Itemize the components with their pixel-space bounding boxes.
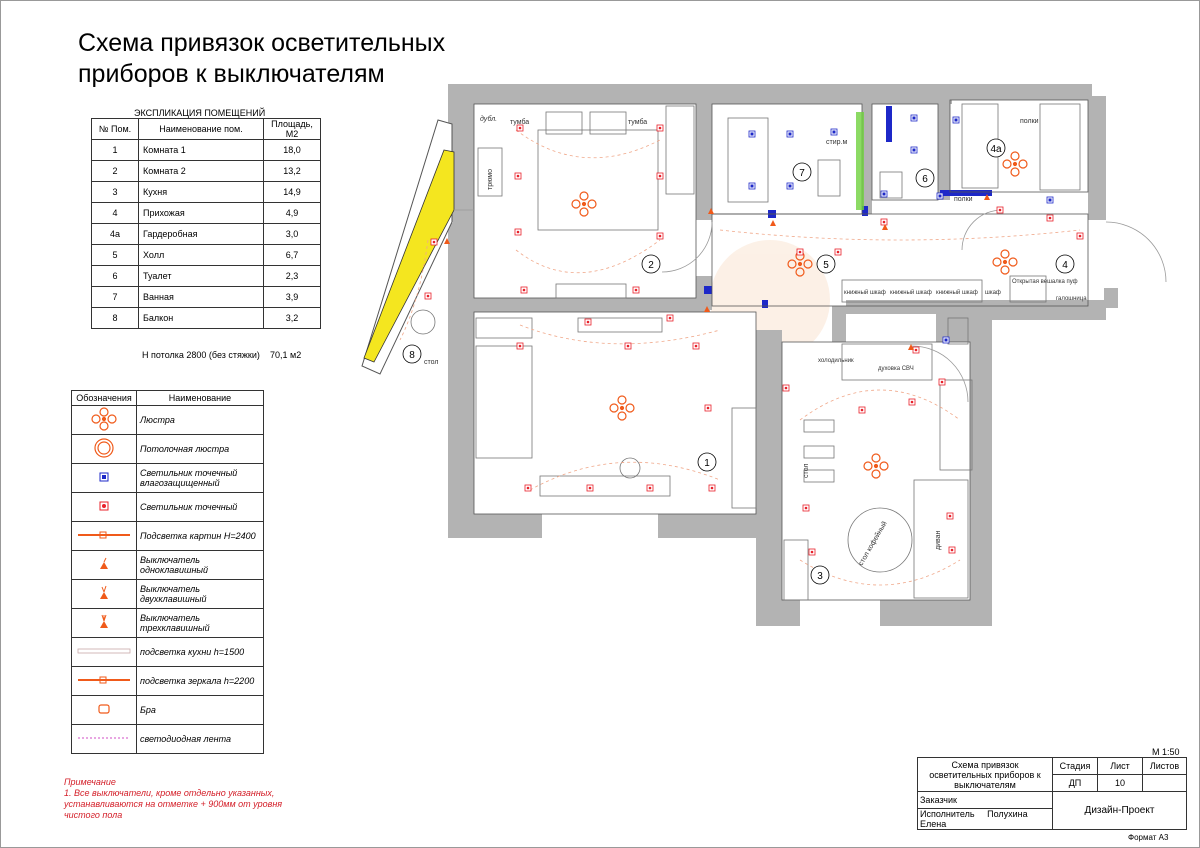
stamp-executor-label: Исполнитель: [920, 809, 975, 819]
legend-row: [72, 493, 264, 522]
spotlight-icon: [881, 219, 887, 225]
spotlight-icon: [709, 485, 715, 491]
spotlight-icon: [657, 233, 663, 239]
legend-name: Выключатель одноклавишный: [137, 551, 264, 580]
waterproof-spotlight-icon: [943, 337, 949, 343]
explication-name: Туалет: [139, 266, 264, 287]
label-stir: стир.м: [826, 139, 848, 146]
legend-name: Бра: [137, 696, 264, 725]
stamp-executor: Полухина Елена: [920, 809, 1028, 829]
floor-plan: [340, 80, 1200, 640]
legend-name: Потолочная люстра: [137, 435, 264, 464]
legend-name: светодиодная лента: [137, 725, 264, 754]
room-number: 1: [704, 458, 710, 469]
chandelier-icon: [993, 250, 1017, 274]
stamp-sheets-label: Листов: [1143, 758, 1187, 775]
label-dukhovka: духовка СВЧ: [878, 366, 914, 372]
stamp-sheets: [1143, 775, 1187, 792]
spotlight-icon: [657, 173, 663, 179]
stamp-customer-label: Заказчик: [918, 792, 1053, 809]
spotlight-icon: [521, 287, 527, 293]
legend-name: Светильник точечный: [137, 493, 264, 522]
spotlight-icon: [667, 315, 673, 321]
spotlight-icon: [949, 547, 955, 553]
green-partition: [856, 112, 864, 210]
scale: М 1:50: [1152, 747, 1180, 757]
explication-name: Ванная: [139, 287, 264, 308]
explication-num: 7: [92, 287, 139, 308]
spotlight-icon: [809, 549, 815, 555]
explication-row: [92, 224, 321, 245]
waterproof-spotlight-icon: [749, 131, 755, 137]
explication-row: [92, 287, 321, 308]
explication-title: ЭКСПЛИКАЦИЯ ПОМЕЩЕНИЙ: [134, 108, 266, 118]
label-galoshnitsa: галошница: [1056, 296, 1087, 302]
legend-row: [72, 725, 264, 754]
switch-1-icon: [72, 551, 137, 580]
stamp-sheet-label: Лист: [1098, 758, 1143, 775]
stamp-executor-row: [918, 809, 1053, 830]
spotlight-icon: [431, 239, 437, 245]
spotlight-icon: [997, 207, 1003, 213]
label-shkaf: шкаф: [985, 290, 1001, 296]
waterproof-spotlight-icon: [749, 183, 755, 189]
spotlight-icon: [633, 287, 639, 293]
explication-row: [92, 308, 321, 329]
explication-name: Гардеробная: [139, 224, 264, 245]
explication-num: 3: [92, 182, 139, 203]
stamp-stage-label: Стадия: [1053, 758, 1098, 775]
label-trumo: трюмо: [487, 169, 494, 190]
room-number: 6: [922, 174, 928, 185]
mirror-light-icon: [72, 667, 137, 696]
legend-header: Обозначения Наименование: [72, 391, 264, 406]
legend-row: [72, 406, 264, 435]
legend-row: [72, 667, 264, 696]
legend-row: [72, 638, 264, 667]
spotlight-icon: [425, 293, 431, 299]
legend-name: Люстра: [137, 406, 264, 435]
spotlight-icon: [909, 399, 915, 405]
explication-name: Балкон: [139, 308, 264, 329]
waterproof-spotlight-icon: [787, 131, 793, 137]
explication-name: Комната 2: [139, 161, 264, 182]
spotlight-icon: [515, 173, 521, 179]
spotlight-icon: [525, 485, 531, 491]
label-shelf-1: книжный шкаф: [844, 290, 886, 296]
legend-row: [72, 464, 264, 493]
legend-row: [72, 435, 264, 464]
stamp-project: Дизайн-Проект: [1053, 792, 1187, 830]
label-dubl: дубл.: [480, 116, 498, 123]
spotlight-icon: [1077, 233, 1083, 239]
spotlight-icon: [1047, 215, 1053, 221]
waterproof-spotlight-icon: [1047, 197, 1053, 203]
explication-num: 1: [92, 140, 139, 161]
explication-num: 4: [92, 203, 139, 224]
label-polki-1: полки: [954, 196, 973, 203]
label-stol-balcony: стол: [424, 359, 439, 366]
legend-name: подсветка кухни h=1500: [137, 638, 264, 667]
explication-num: 5: [92, 245, 139, 266]
explication-area: 18,0: [264, 140, 321, 161]
spotlight-icon: [783, 385, 789, 391]
label-polki-2: полки: [1020, 118, 1039, 125]
label-hanger: Открытая вешалка пуф: [1012, 279, 1078, 285]
explication-row: [92, 203, 321, 224]
switch-2-icon: [72, 580, 137, 609]
legend-name: Выключатель двухклавишный: [137, 580, 264, 609]
spotlight-icon: [587, 485, 593, 491]
waterproof-spotlight-icon: [937, 193, 943, 199]
waterproof-spotlight-icon: [911, 147, 917, 153]
note: [64, 777, 314, 821]
explication-area: 3,2: [264, 308, 321, 329]
spotlight-icon: [517, 343, 523, 349]
spotlight-icon: [947, 513, 953, 519]
explication-area: 6,7: [264, 245, 321, 266]
room-number: 4: [1062, 260, 1068, 271]
explication-area: 13,2: [264, 161, 321, 182]
room-number: 2: [648, 260, 654, 271]
spotlight-icon: [859, 407, 865, 413]
spotlight-icon: [515, 229, 521, 235]
room-number: 8: [409, 350, 415, 361]
explication-area: 4,9: [264, 203, 321, 224]
explication-num: 4а: [92, 224, 139, 245]
legend-name: подсветка зеркала h=2200: [137, 667, 264, 696]
legend-row: [72, 522, 264, 551]
label-divan: диван: [935, 530, 942, 550]
explication-area: 14,9: [264, 182, 321, 203]
note-text: 1. Все выключатели, кроме отдельно указанных, устанавливаются на отметке + 900мм от уровня чистого пола: [64, 788, 283, 820]
kitchen-light-icon: [72, 638, 137, 667]
label-tumba-2: тумба: [628, 119, 648, 126]
sconce-icon: [72, 696, 137, 725]
legend-row: [72, 580, 264, 609]
picture-light-icon: [72, 522, 137, 551]
title-block: [917, 757, 1187, 830]
ceiling-chandelier-icon: [72, 435, 137, 464]
waterproof-spotlight-icon: [787, 183, 793, 189]
label-shelf-2: книжный шкаф: [890, 290, 932, 296]
spotlight-icon: [625, 343, 631, 349]
explication-row: [92, 161, 321, 182]
explication-name: Комната 1: [139, 140, 264, 161]
spotlight-icon: [835, 249, 841, 255]
spotlight-icon: [647, 485, 653, 491]
led-strip-icon: [72, 725, 137, 754]
stamp-title: Схема привязок осветительных приборов к выключателям: [918, 758, 1053, 792]
legend-name: Светильник точечный влагозащищенный: [137, 464, 264, 493]
switch-3-icon: [72, 609, 137, 638]
explication-num: 2: [92, 161, 139, 182]
chandelier-icon: [1003, 152, 1027, 176]
legend-row: [72, 551, 264, 580]
legend-row: [72, 609, 264, 638]
room-number: 7: [799, 168, 805, 179]
explication-row: [92, 266, 321, 287]
label-stol-kitchen: стол: [803, 463, 810, 478]
total-area: 70,1 м2: [270, 350, 302, 360]
room-number: 4а: [990, 144, 1002, 155]
spotlight-icon: [797, 249, 803, 255]
note-heading: Примечание: [64, 777, 116, 787]
waterproof-spotlight-icon: [953, 117, 959, 123]
label-tumba-1: тумба: [510, 119, 530, 126]
label-shelf-3: книжный шкаф: [936, 290, 978, 296]
explication-table: [91, 118, 321, 329]
spotlight-icon: [705, 405, 711, 411]
spotlight-icon: [939, 379, 945, 385]
explication-num: 8: [92, 308, 139, 329]
explication-row: [92, 182, 321, 203]
room-number: 3: [817, 571, 823, 582]
explication-area: 3,0: [264, 224, 321, 245]
chandelier-icon: [72, 406, 137, 435]
spotlight-icon: [72, 493, 137, 522]
stamp-stage: ДП: [1053, 775, 1098, 792]
spotlight-icon: [585, 319, 591, 325]
ceiling-height: Н потолка 2800 (без стяжки): [142, 350, 260, 360]
page-title: Схема привязок осветительных приборов к выключателям: [78, 29, 446, 88]
stamp-format: Формат А3: [1128, 833, 1169, 842]
explication-row: [92, 140, 321, 161]
explication-name: Холл: [139, 245, 264, 266]
waterproof-spotlight-icon: [911, 115, 917, 121]
waterproof-spotlight-icon: [831, 129, 837, 135]
explication-area: 3,9: [264, 287, 321, 308]
spotlight-icon: [803, 505, 809, 511]
explication-name: Прихожая: [139, 203, 264, 224]
legend-name: Подсветка картин Н=2400: [137, 522, 264, 551]
room-number: 5: [823, 260, 829, 271]
explication-row: [92, 245, 321, 266]
explication-area: 2,3: [264, 266, 321, 287]
stamp-sheet: 10: [1098, 775, 1143, 792]
legend-row: [72, 696, 264, 725]
waterproof-spotlight-icon: [72, 464, 137, 493]
explication-num: 6: [92, 266, 139, 287]
spotlight-icon: [693, 343, 699, 349]
waterproof-spotlight-icon: [881, 191, 887, 197]
explication-name: Кухня: [139, 182, 264, 203]
legend-table: [71, 390, 264, 754]
legend-name: Выключатель трехклавишный: [137, 609, 264, 638]
spotlight-icon: [657, 125, 663, 131]
label-coffee-table: стол кофейный: [857, 520, 889, 567]
explication-header: № Пом. Наименование пом. Площадь, М2: [92, 119, 321, 140]
label-fridge: холодильник: [818, 358, 854, 364]
